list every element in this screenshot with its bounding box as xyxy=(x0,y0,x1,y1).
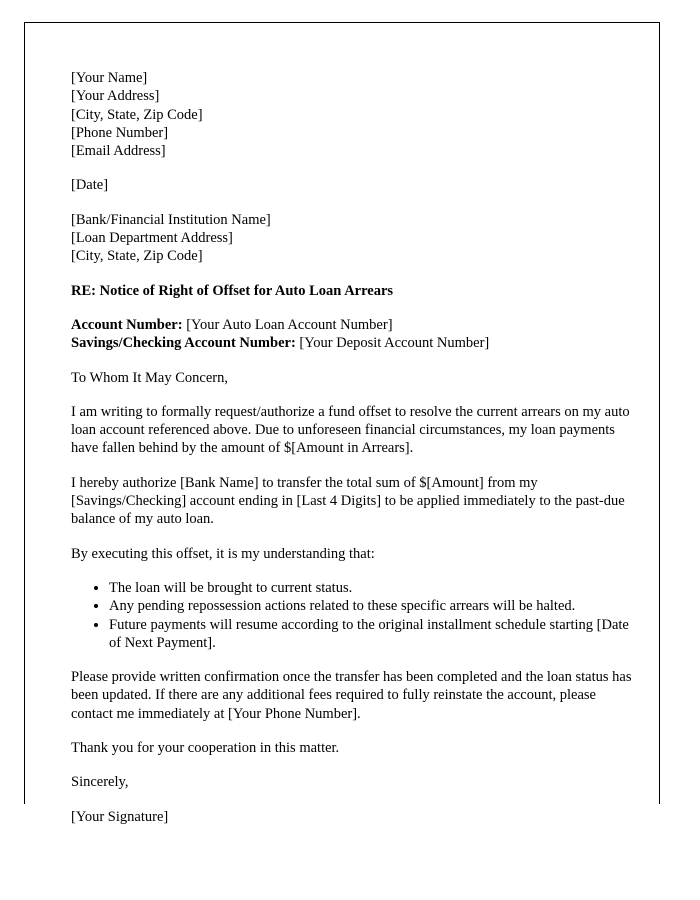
subject-line: RE: Notice of Right of Offset for Auto Loan Arrears xyxy=(71,282,394,299)
loan-account-value: [Your Auto Loan Account Number] xyxy=(186,316,393,333)
deposit-account-line xyxy=(71,334,641,352)
sender-line-city-state-zip: [City, State, Zip Code] xyxy=(71,106,203,123)
sender-line-name: [Your Name] xyxy=(71,70,148,86)
list-item: • Future payments will resume according to the original installment schedule starting [Date of Next Payment]. xyxy=(109,616,641,653)
recipient-line-institution: [Bank/Financial Institution Name] xyxy=(71,211,271,228)
paragraph-authorization: I hereby authorize [Bank Name] to transfer the total sum of $[Amount] from my [Savings/Checking] account ending in [Last 4 Digits] to be applied immediately to the past-due balance of my auto loan. xyxy=(71,474,625,528)
recipient-address-block xyxy=(71,211,641,266)
signature-line: [Your Signature] xyxy=(71,808,169,825)
sender-line-phone: [Phone Number] xyxy=(71,124,169,141)
list-item: • Any pending repossession actions related to these specific arrears will be halted. xyxy=(109,597,641,615)
date-line: [Date] xyxy=(71,177,109,194)
account-numbers-block xyxy=(71,316,641,353)
paragraph-thanks: Thank you for your cooperation in this matter. xyxy=(71,740,340,757)
sender-line-email: [Email Address] xyxy=(71,143,166,160)
sender-line-address: [Your Address] xyxy=(71,88,160,105)
document-sheet xyxy=(24,22,660,825)
recipient-line-department: [Loan Department Address] xyxy=(71,230,233,247)
recipient-line-city-state-zip: [City, State, Zip Code] xyxy=(71,248,203,265)
paragraph-confirmation-request: Please provide written confirmation once the transfer has been completed and the loan status has been updated. If there are any additional fees required to fully reinstate the account, please contact me immediately at [Your Phone Number]. xyxy=(71,669,632,722)
loan-account-line xyxy=(71,316,641,334)
letter-body xyxy=(71,69,641,842)
date-block xyxy=(71,176,641,194)
deposit-account-value: [Your Deposit Account Number] xyxy=(299,335,490,352)
salutation-block xyxy=(71,369,641,387)
deposit-account-label: Savings/Checking Account Number: xyxy=(71,335,296,352)
paragraph-understanding-intro: By executing this offset, it is my understanding that: xyxy=(71,545,375,562)
loan-account-label: Account Number: xyxy=(71,316,183,333)
sender-address-block xyxy=(71,69,641,160)
list-item: • The loan will be brought to current status. xyxy=(109,579,641,597)
subject-block xyxy=(71,282,641,300)
salutation-line: To Whom It May Concern, xyxy=(71,369,228,386)
paragraph-arrears-statement: I am writing to formally request/authorize a fund offset to resolve the current arrears on my auto loan account referenced above. Due to unforeseen financial circumstances, my loan payments have fallen behind by the amount of $[Amount in Arrears]. xyxy=(71,403,630,457)
understanding-list xyxy=(71,579,641,652)
closing-line: Sincerely, xyxy=(71,774,129,791)
